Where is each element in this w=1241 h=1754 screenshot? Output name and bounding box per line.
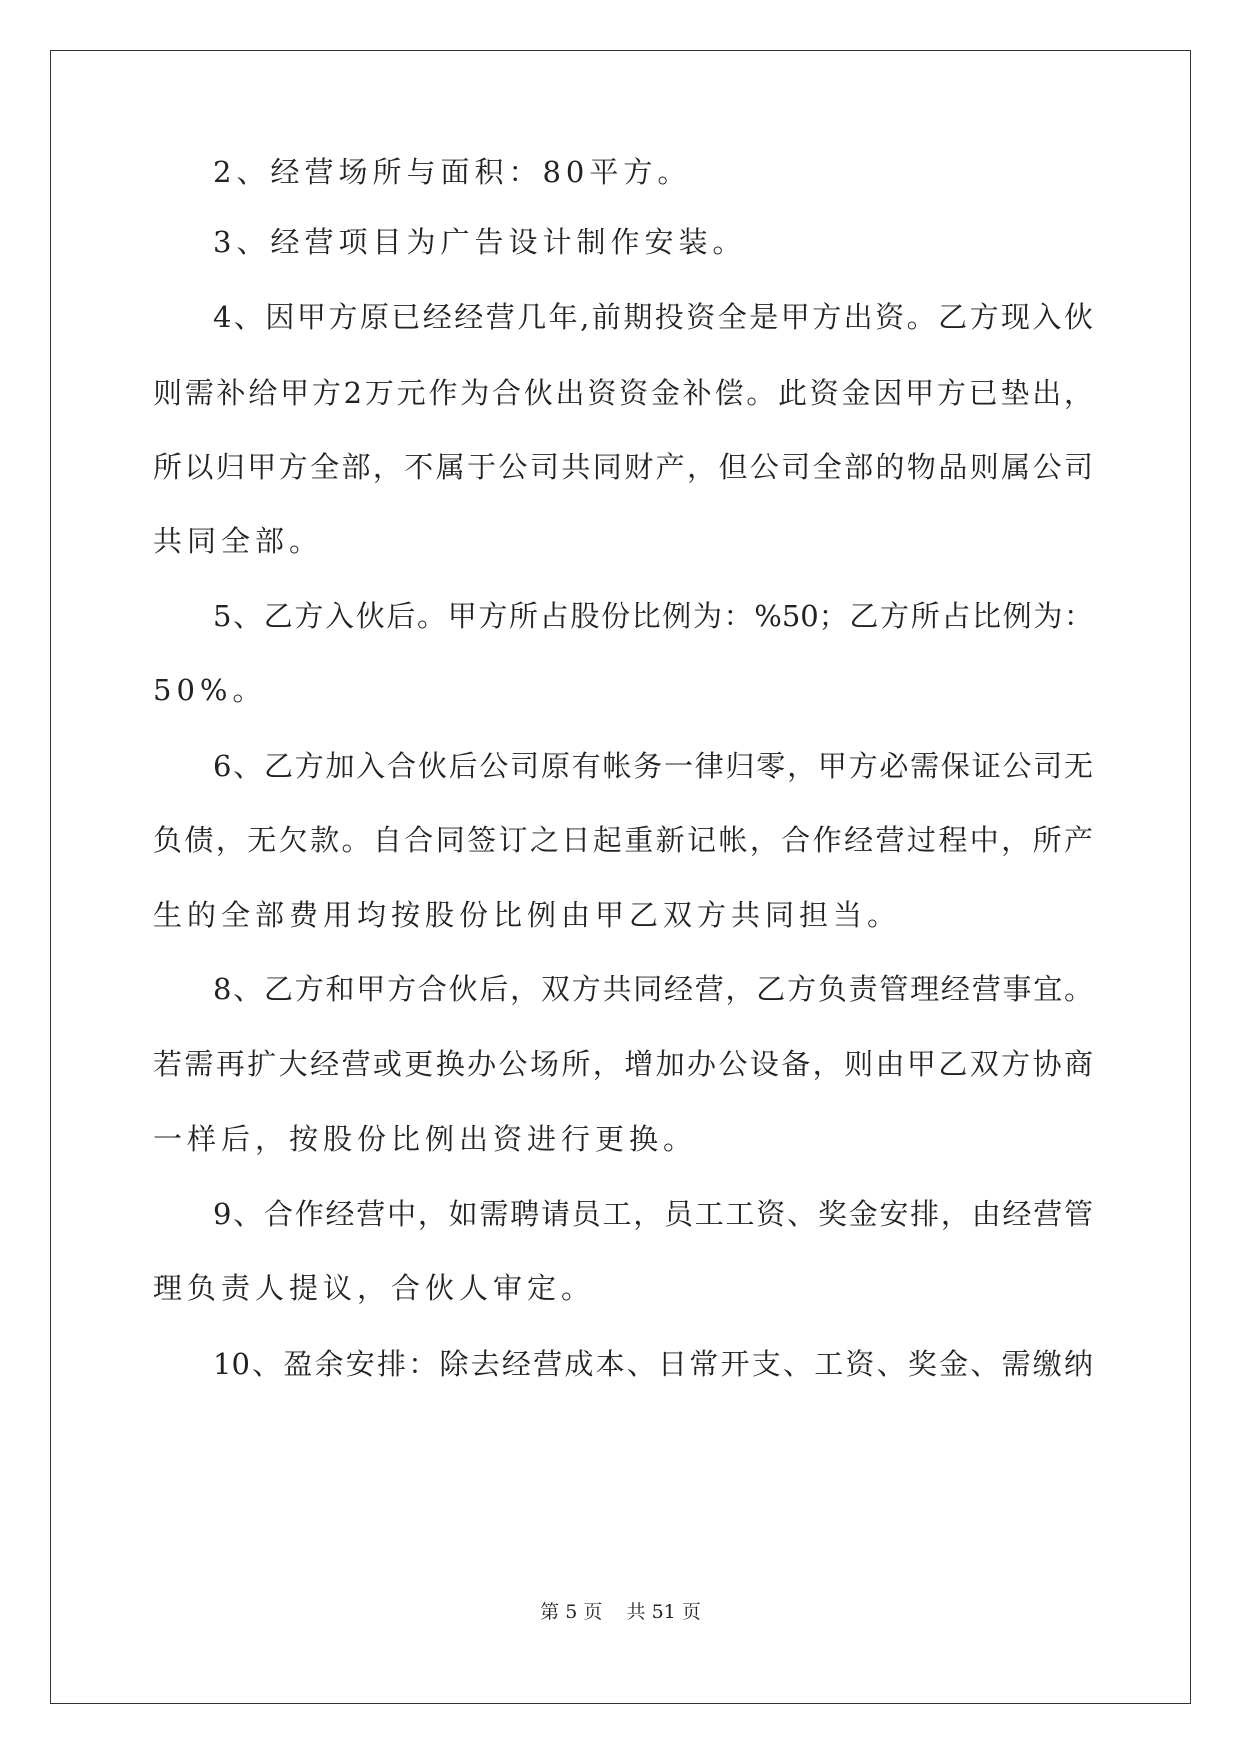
paragraph-9-line-1: 9、合作经营中，如需聘请员工，员工工资、奖金安排，由经营管	[213, 1197, 1093, 1231]
page-number: 5	[565, 1601, 578, 1623]
paragraph-4-line-2: 则需补给甲方2万元作为合伙出资资金补偿。此资金因甲方已垫出，	[153, 376, 1093, 410]
paragraph-6-line-2: 负债，无欠款。自合同签订之日起重新记帐，合作经营过程中，所产	[153, 823, 1093, 857]
paragraph-8-line-3: 一样后，按股份比例出资进行更换。	[153, 1122, 698, 1156]
paragraph-4-line-3: 所以归甲方全部，不属于公司共同财产，但公司全部的物品则属公司	[153, 450, 1093, 484]
paragraph-8-line-1: 8、乙方和甲方合伙后，双方共同经营，乙方负责管理经营事宜。	[213, 972, 1093, 1006]
paragraph-2-line-1: 2、经营场所与面积：80平方。	[213, 155, 692, 189]
total-pages: 51	[651, 1601, 676, 1623]
paragraph-10-line-1: 10、盈余安排：除去经营成本、日常开支、工资、奖金、需缴纳	[213, 1347, 1093, 1381]
total-label-prefix: 共	[626, 1601, 646, 1623]
paragraph-5-line-2: 50%。	[153, 673, 267, 707]
page-footer	[0, 1598, 1241, 1626]
paragraph-8-line-2: 若需再扩大经营或更换办公场所，增加办公设备，则由甲乙双方协商	[153, 1047, 1093, 1081]
page-label-suffix: 页	[583, 1601, 603, 1623]
paragraph-6-line-3: 生的全部费用均按股份比例由甲乙双方共同担当。	[153, 898, 902, 932]
paragraph-6-line-1: 6、乙方加入合伙后公司原有帐务一律归零，甲方必需保证公司无	[213, 749, 1093, 783]
paragraph-4-line-4: 共同全部。	[153, 524, 324, 558]
paragraph-9-line-2: 理负责人提议，合伙人审定。	[153, 1271, 596, 1305]
page-label-prefix: 第	[540, 1601, 560, 1623]
paragraph-3-line-1: 3、经营项目为广告设计制作安装。	[213, 225, 747, 259]
paragraph-4-line-1: 4、因甲方原已经经营几年,前期投资全是甲方出资。乙方现入伙	[213, 300, 1093, 334]
paragraph-5-line-1: 5、乙方入伙后。甲方所占股份比例为：%50；乙方所占比例为：	[213, 599, 1093, 633]
total-label-suffix: 页	[681, 1601, 701, 1623]
